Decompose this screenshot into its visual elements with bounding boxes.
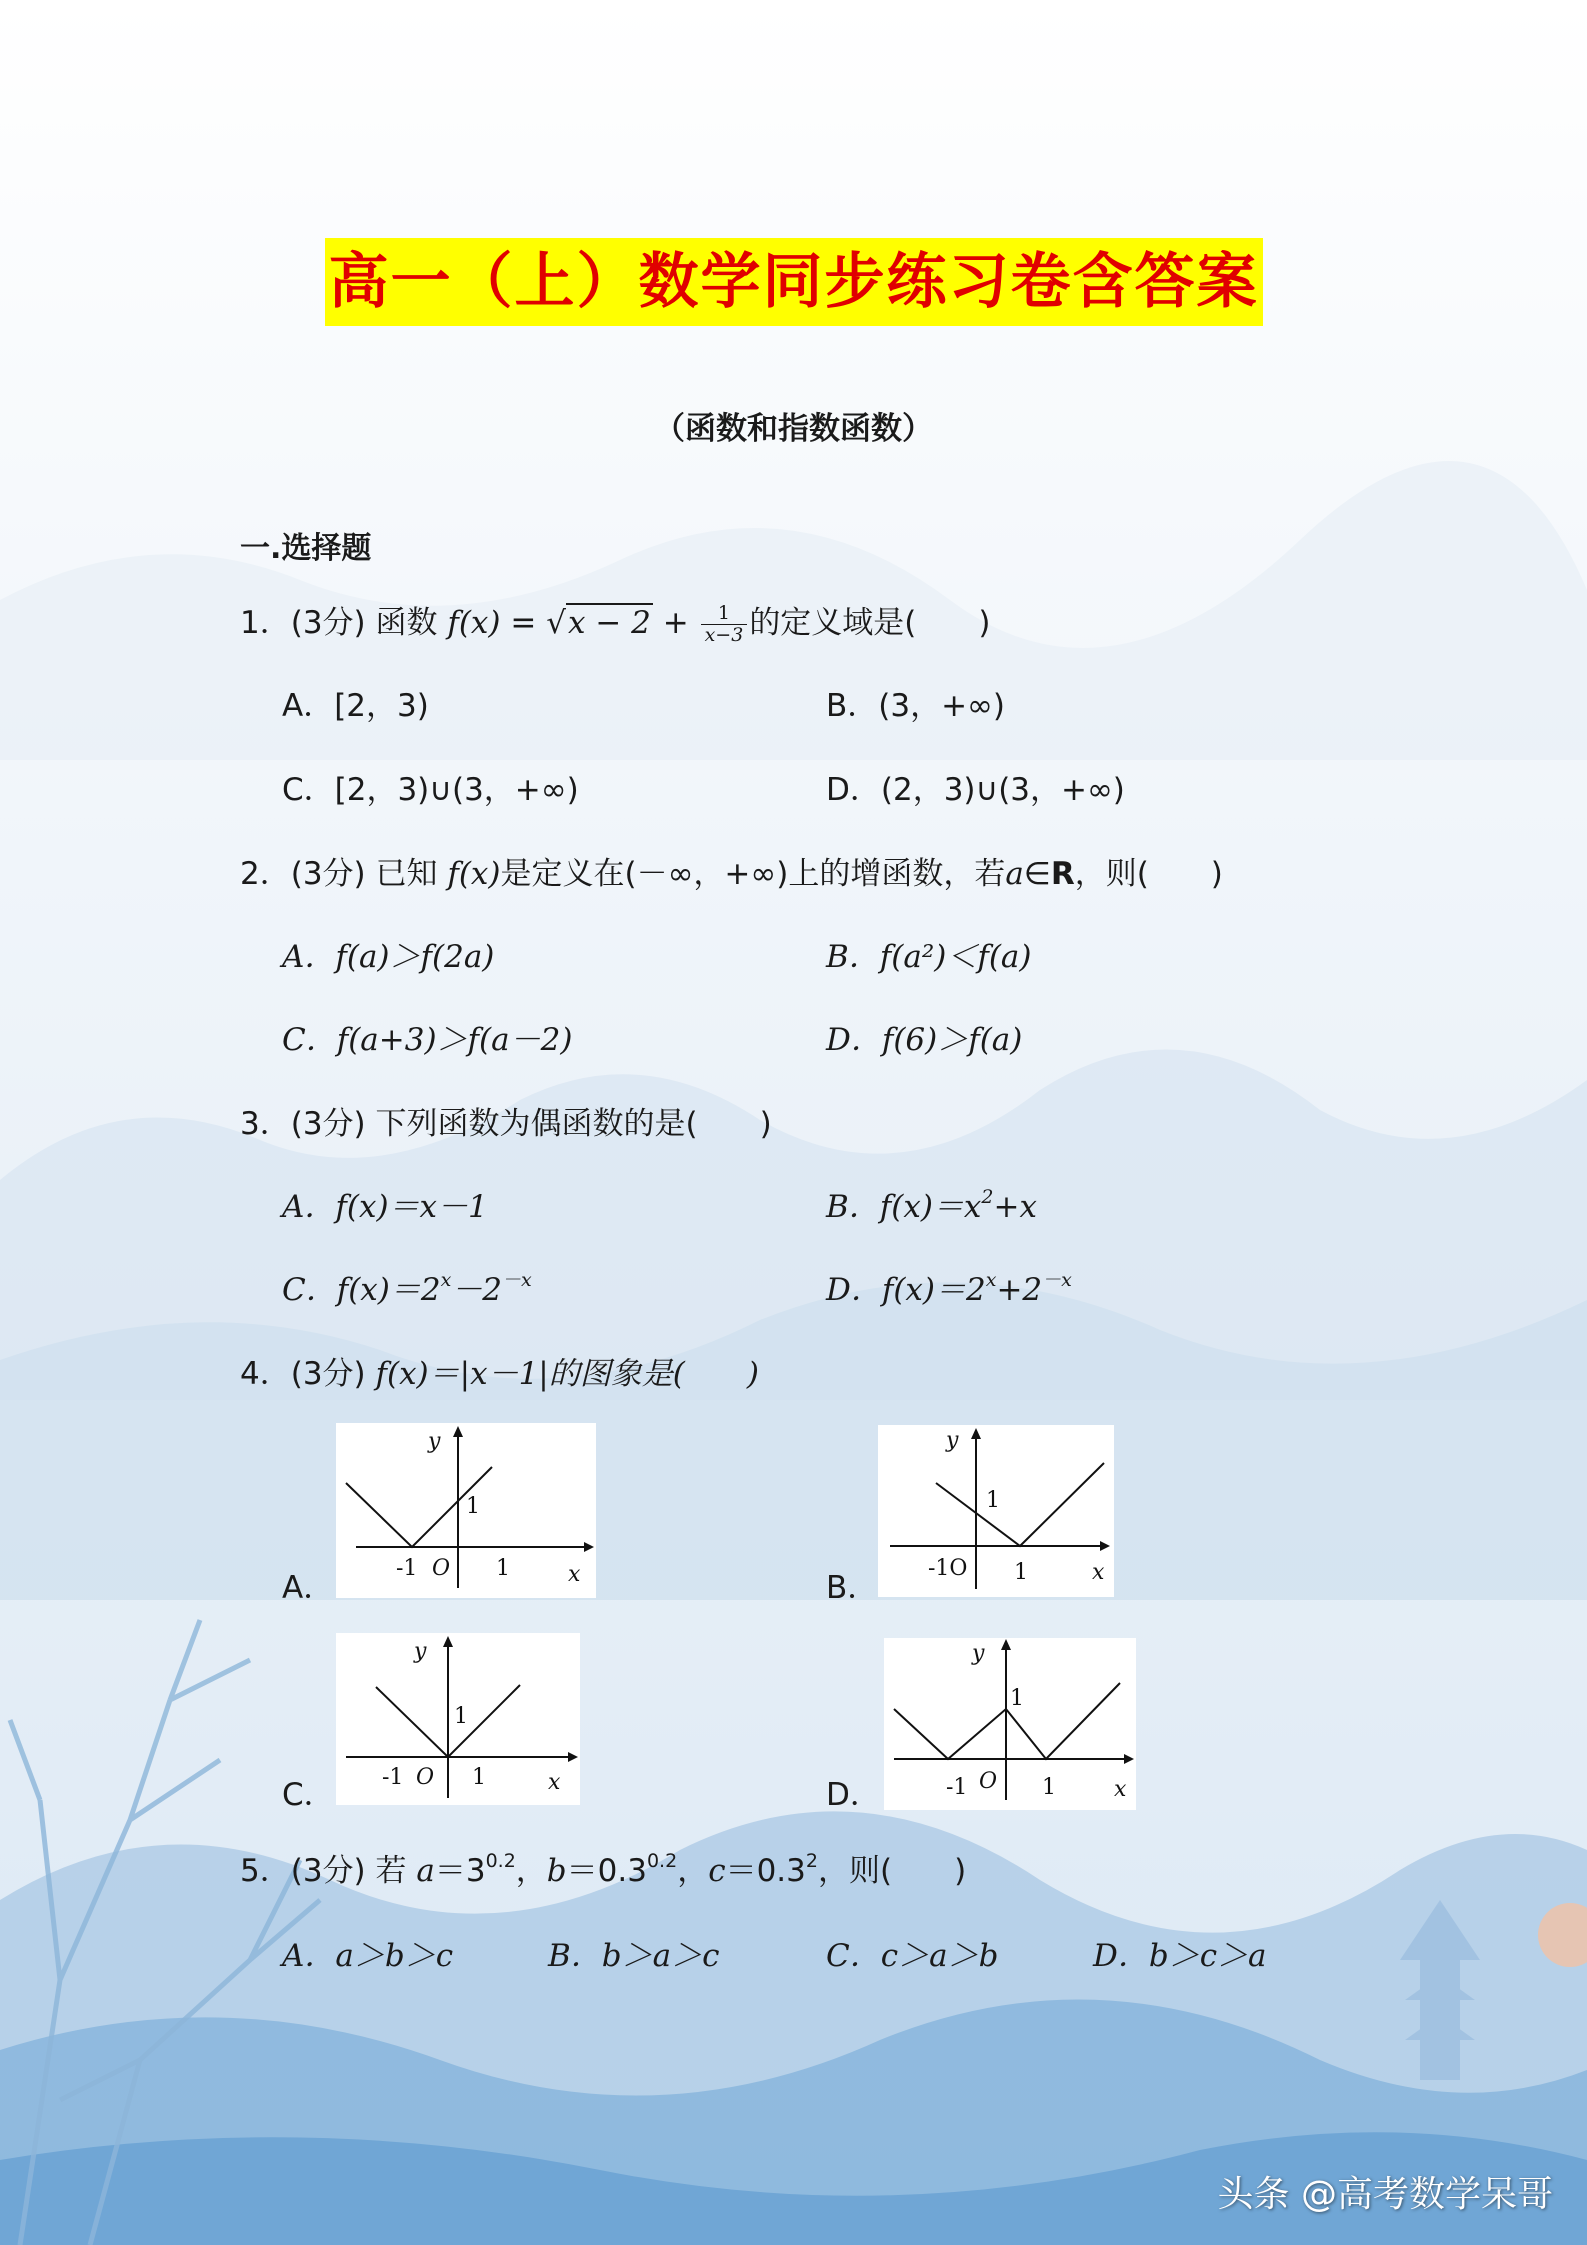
- fraction-numerator: 1: [701, 603, 748, 625]
- tick-label: 1: [472, 1765, 486, 1790]
- sqrt-symbol: √: [546, 605, 566, 641]
- function-name: f(x): [447, 605, 501, 641]
- element-of: ∈: [1023, 856, 1051, 892]
- question-2: [240, 852, 1223, 896]
- tick-label: -1: [382, 1765, 404, 1790]
- question-text: 已知: [375, 856, 438, 892]
- graph-d-svg: [884, 1638, 1136, 1810]
- question-text-end: ，则( ): [817, 1853, 967, 1889]
- graph-line: [936, 1463, 1104, 1546]
- question-number: 3．(3分): [240, 1106, 366, 1142]
- equals-sign: ＝: [566, 1853, 598, 1889]
- y-label: y: [428, 1429, 441, 1454]
- radicand: x − 2: [567, 605, 651, 641]
- question-4: [240, 1352, 759, 1396]
- q4-graph-a[interactable]: [336, 1423, 596, 1598]
- q5-option-d[interactable]: D．b＞c＞a: [1093, 1938, 1267, 1974]
- plus-sign: +: [662, 605, 689, 641]
- separator: ，: [677, 1853, 709, 1889]
- y-label: y: [972, 1641, 985, 1666]
- exponent: 2: [981, 1186, 994, 1208]
- real-set: R: [1050, 856, 1075, 892]
- exponent: x: [985, 1269, 997, 1291]
- question-5: [240, 1849, 966, 1893]
- q1-option-d[interactable]: D．(2，3)∪(3，+∞): [826, 772, 1125, 808]
- question-3: [240, 1102, 772, 1146]
- tick-label: 1: [1042, 1775, 1056, 1800]
- x-arrow: [1124, 1754, 1134, 1764]
- x-arrow: [568, 1752, 578, 1762]
- question-text-end: 的定义域是( ): [749, 605, 991, 641]
- origin-label: O: [416, 1765, 435, 1790]
- page-title: 高一（上）数学同步练习卷含答案: [325, 238, 1263, 326]
- y-arrow: [971, 1428, 981, 1439]
- q4-graph-c[interactable]: [336, 1633, 580, 1805]
- question-number: 1．(3分): [240, 605, 366, 641]
- question-number: 4．(3分): [240, 1356, 366, 1392]
- tick-label: 1: [1010, 1686, 1024, 1711]
- q4-option-c-label[interactable]: C．: [282, 1777, 335, 1813]
- exponent: 0.2: [485, 1850, 516, 1872]
- tick-label: -1O: [928, 1556, 968, 1581]
- question-text: 若: [375, 1853, 407, 1889]
- section-heading: 一.选择题: [240, 531, 372, 566]
- tick-label: 1: [496, 1556, 510, 1581]
- equals-sign: ＝: [434, 1853, 466, 1889]
- q4-graph-d[interactable]: [884, 1638, 1136, 1810]
- q4-option-a-label[interactable]: A．: [282, 1570, 335, 1606]
- variable-a: a: [416, 1853, 435, 1889]
- fraction-denominator: x−3: [704, 624, 744, 646]
- variable-c: c: [708, 1853, 726, 1889]
- base: 0.3: [597, 1853, 647, 1889]
- x-label: x: [548, 1770, 561, 1795]
- base: 3: [465, 1853, 486, 1889]
- exponent: x: [440, 1269, 452, 1291]
- variable-b: b: [546, 1853, 567, 1889]
- q5-option-b[interactable]: B．b＞a＞c: [548, 1938, 720, 1974]
- fraction: [701, 603, 748, 646]
- q2-option-c[interactable]: C．f(a+3)＞f(a－2): [282, 1022, 573, 1058]
- q4-graph-b[interactable]: [878, 1425, 1114, 1597]
- y-arrow: [443, 1636, 453, 1647]
- q1-option-a[interactable]: A．[2，3): [282, 688, 429, 724]
- x-label: x: [1092, 1560, 1105, 1585]
- origin-label: O: [979, 1769, 998, 1794]
- question-text: 下列函数为偶函数的是( ): [375, 1106, 772, 1142]
- equals-sign: =: [510, 605, 537, 641]
- separator: ，: [515, 1853, 547, 1889]
- question-number: 2．(3分): [240, 856, 366, 892]
- q1-option-c[interactable]: C．[2，3)∪(3，+∞): [282, 772, 579, 808]
- option-text: +x: [993, 1189, 1037, 1225]
- q5-option-a[interactable]: A．a＞b＞c: [282, 1938, 454, 1974]
- q3-option-c[interactable]: [282, 1268, 532, 1312]
- base: 0.3: [756, 1853, 806, 1889]
- q3-option-a[interactable]: A．f(x)＝x－1: [282, 1189, 488, 1225]
- function-name: f(x): [447, 856, 501, 892]
- equals-sign: ＝: [725, 1853, 757, 1889]
- option-text: +2: [996, 1272, 1043, 1308]
- x-label: x: [1114, 1777, 1127, 1802]
- variable-a: a: [1005, 856, 1024, 892]
- q2-option-d[interactable]: D．f(6)＞f(a): [826, 1022, 1023, 1058]
- question-number: 5．(3分): [240, 1853, 366, 1889]
- tick-label: 1: [986, 1488, 1000, 1513]
- tick-label: 1: [454, 1704, 468, 1729]
- origin-label: O: [432, 1556, 451, 1581]
- q4-option-b-label[interactable]: B．: [826, 1570, 879, 1606]
- title-wrap: [0, 238, 1587, 326]
- question-text: 是定义在(－∞，+∞)上的增函数，若: [500, 856, 1006, 892]
- q3-option-b[interactable]: [826, 1185, 1037, 1229]
- tick-label: 1: [1014, 1560, 1028, 1585]
- q2-option-a[interactable]: A．f(a)＞f(2a): [282, 939, 495, 975]
- tick-label: -1: [946, 1775, 968, 1800]
- exponent: －x: [1042, 1269, 1072, 1291]
- tick-label: 1: [466, 1494, 480, 1519]
- question-text: 函数: [375, 605, 438, 641]
- q2-option-b[interactable]: B．f(a²)＜f(a): [826, 939, 1032, 975]
- q5-option-c[interactable]: C．c＞a＞b: [826, 1938, 999, 1974]
- graph-a-svg: [336, 1423, 596, 1598]
- x-arrow: [584, 1542, 594, 1552]
- exponent: 0.2: [646, 1850, 678, 1872]
- q4-option-d-label[interactable]: D．: [826, 1777, 881, 1813]
- option-text: B．f(x)＝x: [826, 1189, 982, 1225]
- y-label: y: [946, 1428, 959, 1453]
- x-arrow: [1100, 1541, 1110, 1551]
- q1-option-b[interactable]: B．(3，+∞): [826, 688, 1005, 724]
- y-arrow: [1001, 1639, 1011, 1650]
- watermark: 头条 @高考数学呆哥: [1217, 2174, 1553, 2215]
- graph-b-svg: [878, 1425, 1114, 1597]
- exponent: 2: [805, 1850, 818, 1872]
- exponent: －x: [502, 1269, 532, 1291]
- page-subtitle: （函数和指数函数）: [654, 411, 933, 447]
- tick-label: -1: [396, 1556, 418, 1581]
- q3-option-d[interactable]: [826, 1268, 1072, 1312]
- graph-c-svg: [336, 1633, 580, 1805]
- question-1: [240, 601, 991, 646]
- option-text: D．f(x)＝2: [826, 1272, 986, 1308]
- y-arrow: [453, 1426, 463, 1437]
- option-text: C．f(x)＝2: [282, 1272, 441, 1308]
- y-label: y: [414, 1639, 427, 1664]
- option-text: －2: [451, 1272, 503, 1308]
- question-text: f(x)＝|x－1|的图象是( ): [375, 1356, 759, 1392]
- question-text-end: ，则( ): [1074, 856, 1223, 892]
- x-label: x: [568, 1562, 581, 1587]
